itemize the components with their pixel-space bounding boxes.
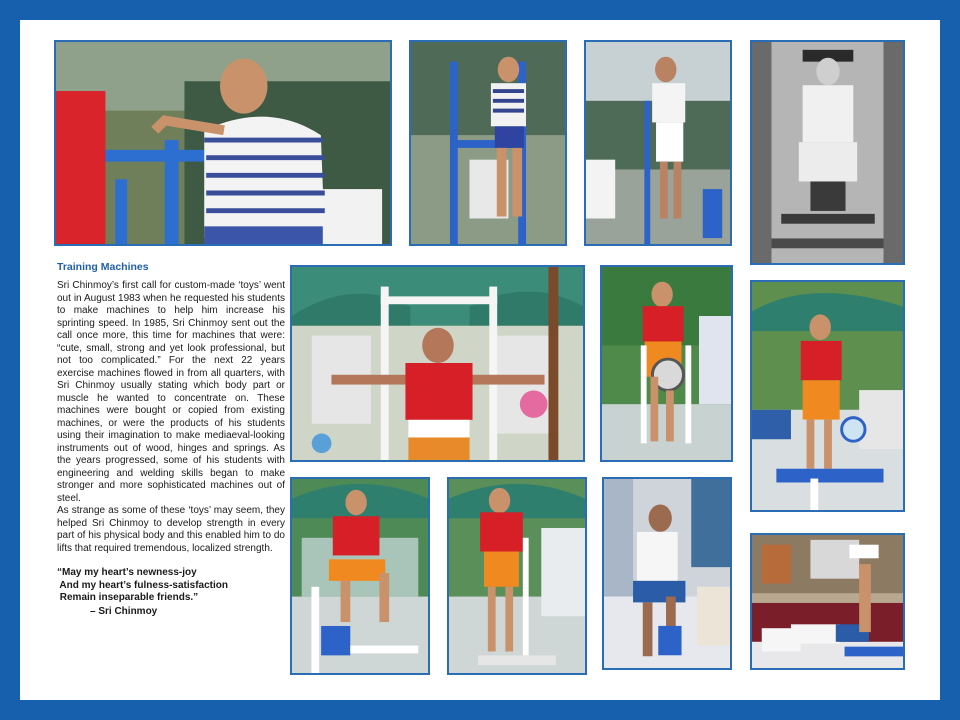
photo-seated-bedroom xyxy=(602,477,732,670)
article-text xyxy=(57,261,285,618)
section-title: Training Machines xyxy=(57,261,149,273)
photo-shoulder-press xyxy=(54,40,392,246)
photo-platform-machine xyxy=(750,280,905,512)
photo-seated-leg-machine xyxy=(290,477,430,675)
quote-attribution: – Sri Chinmoy xyxy=(90,605,158,617)
page-panel xyxy=(20,20,940,700)
quote-line: Remain inseparable friends.” xyxy=(57,592,199,603)
body-paragraph: As strange as some of these ‘toys’ may seem, they helped Sri Chinmoy to develop strength in every part of his physical body and this enabled him to do lifts that required tremendous, localized strength. xyxy=(57,505,285,554)
quote xyxy=(57,567,285,618)
photo-standing-wheel xyxy=(600,265,733,462)
photo-standing-lever xyxy=(447,477,587,675)
quote-line: “May my heart’s newness-joy xyxy=(57,567,197,578)
photo-lying-leg-lift xyxy=(750,533,905,670)
photo-black-white-seated xyxy=(750,40,905,265)
photo-standing-white xyxy=(584,40,732,246)
photo-white-frame-pull xyxy=(290,265,585,462)
quote-line: And my heart’s fulness-satisfaction xyxy=(57,579,228,591)
photo-standing-press xyxy=(409,40,567,246)
body-paragraph: Sri Chinmoy’s first call for custom-made ‘toys’ went out in August 1983 when he requested his students to make machines to help him increase his sprinting speed. In 1985, Sri Chinmoy sent out the call once more, this time for machines that were: “cute, small, strong and yet look professional, but not too complicated.” For the next 22 years exercise machines flowed in from all quarters, with Sri Chinmoy usually stating which body part or muscle he wanted to concentrate on. These machines were bought or copied from existing machines, or were the products of his students using their imagination to make mediaeval-looking instruments out of wood, hinges and springs. As the years progressed, some of his students with engineering and welding skills began to make stronger and more sophisticated machines out of steel. xyxy=(57,280,285,504)
